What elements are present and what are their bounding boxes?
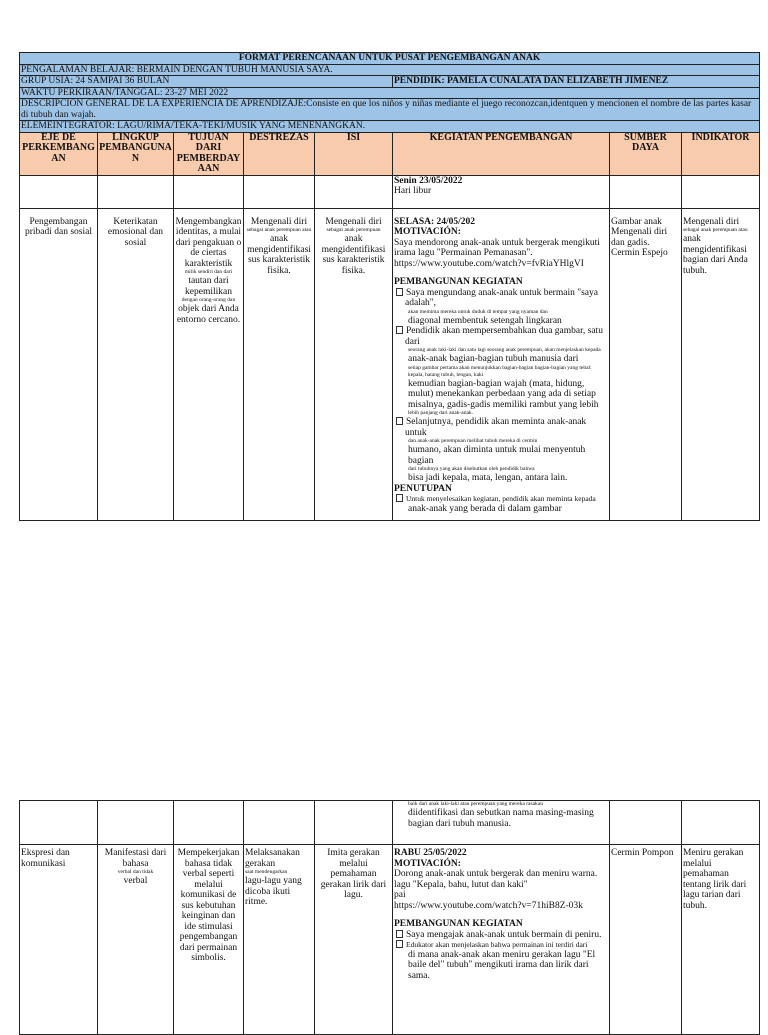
row1-video-link[interactable]: https://www.youtube.com/watch?v=fvRiaYHlgVI [394,258,584,269]
checkbox-icon [396,417,403,425]
col-header-sumber: SUMBER DAYA [610,132,682,175]
row1-kegiatan: SELASA: 24/05/202 MOTIVACIÓN: Saya mendorong anak-anak untuk bergerak mengikuti irama lagu "Permainan Pemanasan". https://www.youtube.com/watch?v=fvRiaYHlgVI PEMBANGUNAN KEGIATAN Saya mengundang anak-anak untuk bermain "saya adalah", akan meminta mereka untuk duduk di tempat yang nyaman dan diagonal membentuk setengah lingkaran Pendidik akan mempersembahkan dua gambar, satu dari seorang anak laki-laki dan satu lagi seorang anak perempuan, akan menjelaskan kepada anak-anak bagian-bagian tubuh manusia dari setiap gambar pertama akan menunjukkan bagian-bagian bagian-bagian yang tebal: kepala, batang tubuh, lengan, kaki kemudian bagian-bagian wajah (mata, hidung, mulut) menekankan perbedaan yang ada di setiap misalnya, gadis-gadis memiliki rambut yang lebih lebih panjang dari anak-anak. Selanjutnya, pendidik akan meminta anak-anak untuk dan anak-anak perempuan melihat tubuh mereka di cermin humano, akan diminta untuk mulai menyentuh bagian dari tubuhnya yang akan disebutkan oleh pendidik bahwa bisa jadi kepala, mata, lengan, antara lain. PENUTUPAN Untuk menyelesaikan kegiatan, pendidik akan meminta kepada anak-anak yang berada di dalam gambar [393,208,610,520]
row2-tujuan: Mempekerjakan bahasa tidak verbal seperti melalui komunikasi de sus kebutuhan keinginan dan ide stimulasi pengembangan dari permainan simbolis. [174,845,244,1035]
col-header-tujuan: TUJUAN DARI PEMBERDAYAAN [174,132,244,175]
pengalaman-belajar: PENGALAMAN BELAJAR: BERMAIN DENGAN TUBUH MANUSIA SAYA. [20,64,760,76]
row2-kegiatan: RABU 25/05/2022 MOTIVACIÓN: Dorong anak-anak untuk bergerak dan meniru warna. lagu "Kepala, bahu, lutut dan kaki" pai https://www.youtube.com/watch?v=71hiB8Z-03k PEMBANGUNAN KEGIATAN Saya mengajak anak-anak untuk bermain di peniru. Edukator akan menjelaskan bahwa permainan ini terdiri dari di mana anak-anak akan meniru gerakan lagu "El baile del" tubuh" mengikuti irama dan lirik dari sama. [393,845,610,1035]
pendidik: PENDIDIK: PAMELA CUNALATA DAN ELIZABETH JIMÉNEZ [393,76,760,88]
col-header-isi: ISI [315,132,393,175]
col-header-kegiatan: KEGIATAN PENGEMBANGAN [393,132,610,175]
checkbox-icon [396,494,403,502]
col-header-eje: EJE DE PERKEMBANGAN [20,132,98,175]
elemen-integrator: ELEMEINTEGRATOR: LAGU/RIMA/TEKA-TEKI/MUSIK YANG MENENANGKAN. [20,121,760,133]
row2-video-link[interactable]: https://www.youtube.com/watch?v=71hiB8Z-03k [394,900,583,911]
deskripsi-umum: DESCRIPCIÓN GENERAL DE LA EXPERIENCIA DE APRENDIZAJE:Consiste en que los niños y niñas mediante el juego reconozcan,identquen y mencionen el nombre de las partes kasar di tubuh dan wajah. [20,99,760,121]
grup-usia: GRUP USIA: 24 SAMPAI 36 BULAN [20,76,393,88]
checkbox-icon [396,326,403,334]
holiday-date: Senin 23/05/2022 [394,175,463,186]
row2-sumber: Cermin Pompon [610,845,682,1035]
row1-continuation: baik dari anak laki-laki atau perempuan yang mereka rasakan diidentifikasi dan sebutkan nama masing-masing bagian dari tubuh manusia. [393,801,610,845]
row2-destrezas: Melaksanakan gerakan saat mendengarkan lagu-lagu yang dicoba ikuti ritme. [244,845,315,1035]
holiday-cell [393,175,610,208]
row1-indikator: Mengenali diri sebagai anak perempuan atau anak mengidentifikasi bagian dari Anda tubuh. [682,208,760,520]
row2-eje: Ekspresi dan komunikasi [20,845,98,1035]
row1-tujuan: Mengembangkan identitas, a mulai dari pengakuan o de ciertas karakteristik milik sendiri dan dari tautan dari kepemilikan dengan orang-orang dan objek dari Anda entorno cercano. [174,208,244,520]
col-header-destrezas: DESTREZAS [244,132,315,175]
row2-isi: Imita gerakan melalui pemahaman gerakan lirik dari lagu. [315,845,393,1035]
row2-day: RABU 25/05/2022 [394,848,467,858]
holiday-text: Hari libur [394,186,432,196]
planning-table-page-1 [19,52,760,521]
row1-destrezas: Mengenali diri sebagai anak perempuan atau anak mengidentifikasi sus karakteristik fisika. [244,208,315,520]
checkbox-icon [396,940,403,948]
document-title: FORMAT PERENCANAAN UNTUK PUSAT PENGEMBANGAN ANAK [20,53,760,65]
row1-lingkup: Keterikatan emosional dan sosial [98,208,174,520]
planning-table-page-2 [19,800,760,1035]
row1-day: SELASA: 24/05/202 [394,216,476,227]
row2-indikator: Meniru gerakan melalui pemahaman tentang lirik dari lagu tarian dari tubuh. [682,845,760,1035]
waktu-perkiraan: WAKTU PERKIRAAN/TANGGAL: 23-27 MEI 2022 [20,87,760,99]
col-header-indikator: INDIKATOR [682,132,760,175]
checkbox-icon [396,930,403,938]
row1-sumber: Gambar anak Mengenali diri dan gadis. Cermin Espejo [610,208,682,520]
row1-eje: Pengembangan pribadi dan sosial [20,208,98,520]
checkbox-icon [396,288,403,296]
col-header-lingkup: LINGKUP PEMBANGUNAN [98,132,174,175]
row2-lingkup: Manifestasi dari bahasa verbal dan tidak verbal [98,845,174,1035]
row1-isi: Mengenali diri sebagai anak perempuan anak mengidentifikasi sus karakteristik fisika. [315,208,393,520]
